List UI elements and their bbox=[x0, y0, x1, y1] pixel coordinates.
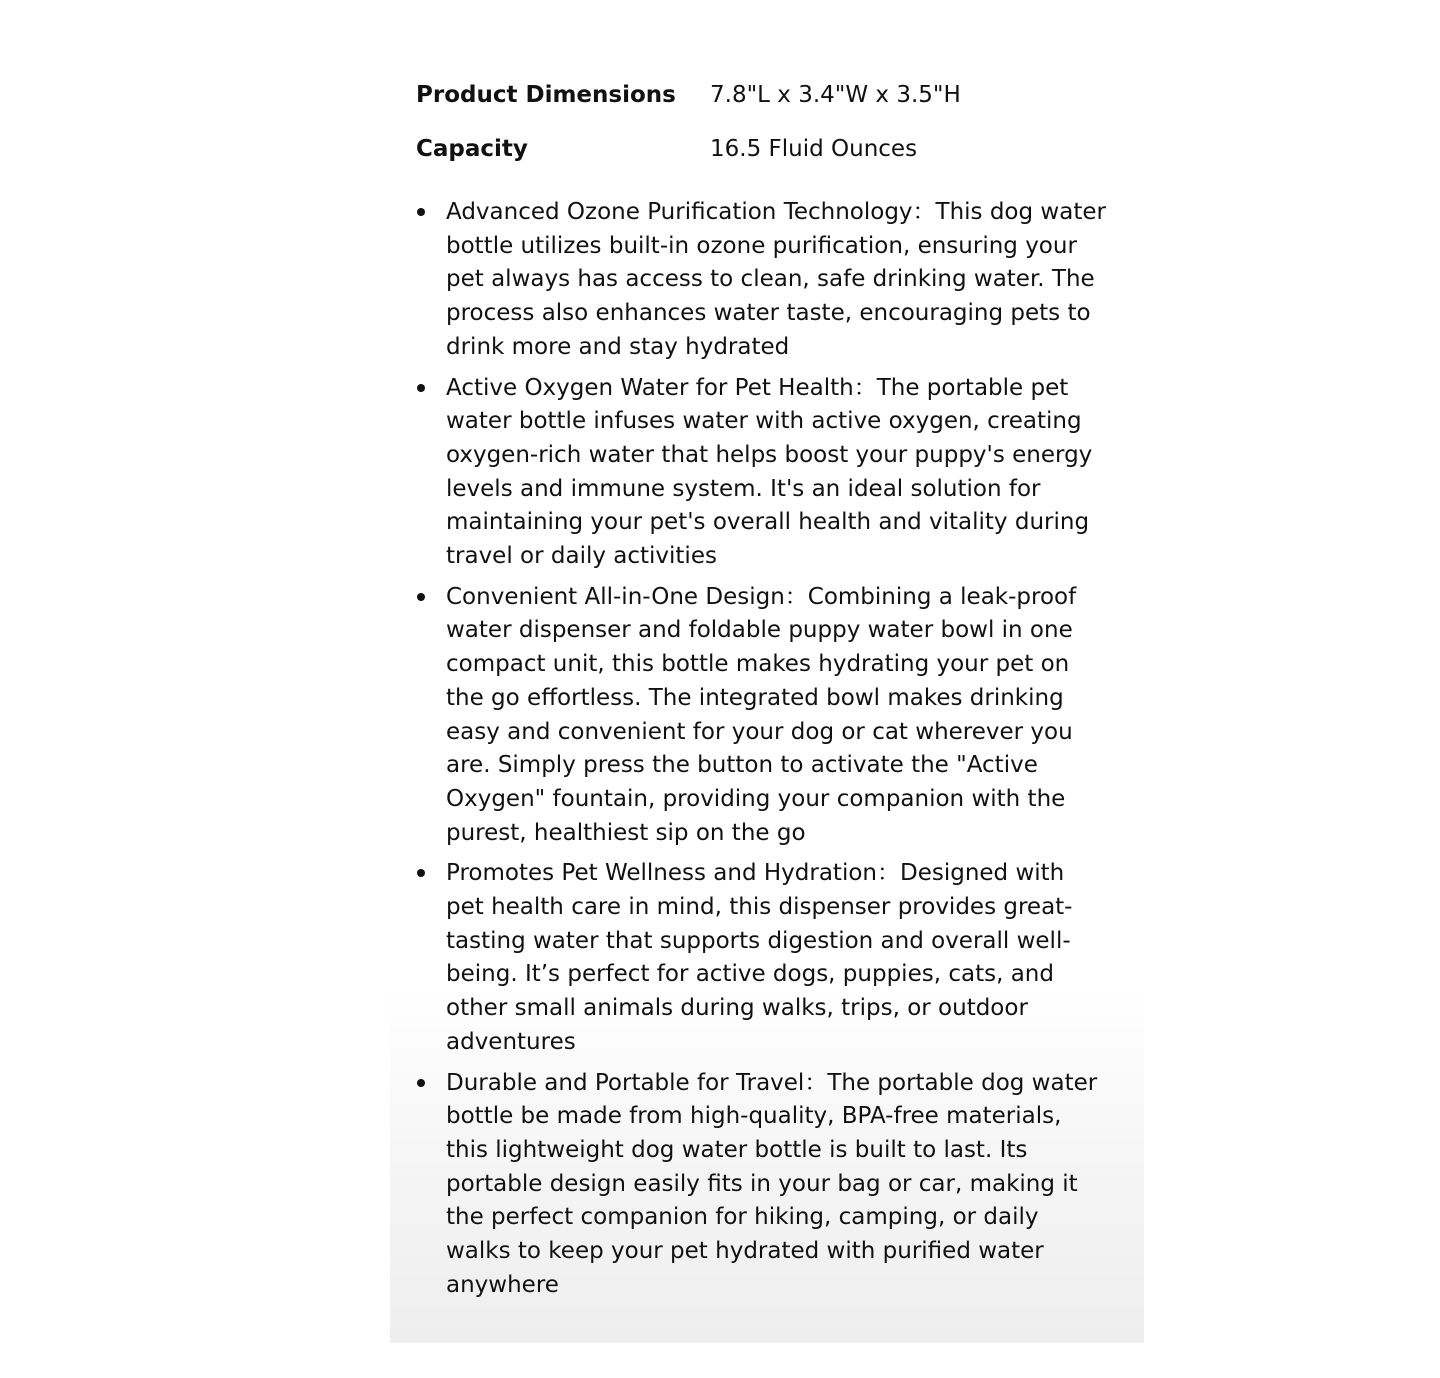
bullet-dot-icon bbox=[417, 1079, 425, 1087]
feature-bullet bbox=[416, 196, 1106, 365]
spec-value: 16.5 Fluid Ounces bbox=[710, 136, 918, 162]
bullet-dot-icon bbox=[417, 208, 425, 216]
feature-bullet-text: Durable and Portable for Travel：The portable dog water bottle be made from high-quality, BPA-free materials, this lightweight dog water bottle is built to last. Its portable design easily fits in your bag or car, making it the perfect companion for hiking, camping, or daily walks to keep your pet hydrated with purified water anywhere bbox=[446, 1069, 1098, 1298]
feature-bullet-text: Advanced Ozone Purification Technology：This dog water bottle utilizes built-in ozone purification, ensuring your pet always has access to clean, safe drinking water. The process also enhances water taste, encouraging pets to drink more and stay hydrated bbox=[446, 199, 1106, 360]
feature-bullet bbox=[416, 581, 1106, 851]
bullet-dot-icon bbox=[417, 869, 425, 877]
feature-bullet bbox=[416, 1067, 1106, 1303]
spec-row-capacity bbox=[416, 130, 1116, 184]
feature-bullet bbox=[416, 857, 1106, 1059]
bullet-dot-icon bbox=[417, 593, 425, 601]
feature-bullet bbox=[416, 372, 1106, 574]
spec-row-dimensions bbox=[416, 76, 1116, 130]
feature-bullet-text: Promotes Pet Wellness and Hydration：Designed with pet health care in mind, this dispenser provides great-tasting water that supports digestion and overall well-being. It’s perfect for active dogs, puppies, cats, and other small animals during walks, trips, or outdoor adventures bbox=[446, 860, 1073, 1055]
feature-bullet-text: Convenient All-in-One Design：Combining a leak-proof water dispenser and foldable puppy water bowl in one compact unit, this bottle makes hydrating your pet on the go effortless. The integrated bowl makes drinking easy and convenient for your dog or cat wherever you are. Simply press the button to activate the "Active Oxygen" fountain, providing your companion with the purest, healthiest sip on the go bbox=[446, 583, 1077, 846]
product-details-panel bbox=[390, 60, 1144, 1343]
bullet-dot-icon bbox=[417, 384, 425, 392]
spec-value: 7.8"L x 3.4"W x 3.5"H bbox=[710, 82, 961, 108]
feature-bullet-list bbox=[416, 196, 1106, 1310]
feature-bullet-text: Active Oxygen Water for Pet Health：The portable pet water bottle infuses water with active oxygen, creating oxygen-rich water that helps boost your puppy's energy levels and immune system. It's an ideal solution for maintaining your pet's overall health and vitality during travel or daily activities bbox=[446, 374, 1093, 570]
spec-label: Capacity bbox=[416, 136, 528, 162]
spec-label: Product Dimensions bbox=[416, 82, 676, 108]
product-specs-table bbox=[416, 76, 1116, 184]
